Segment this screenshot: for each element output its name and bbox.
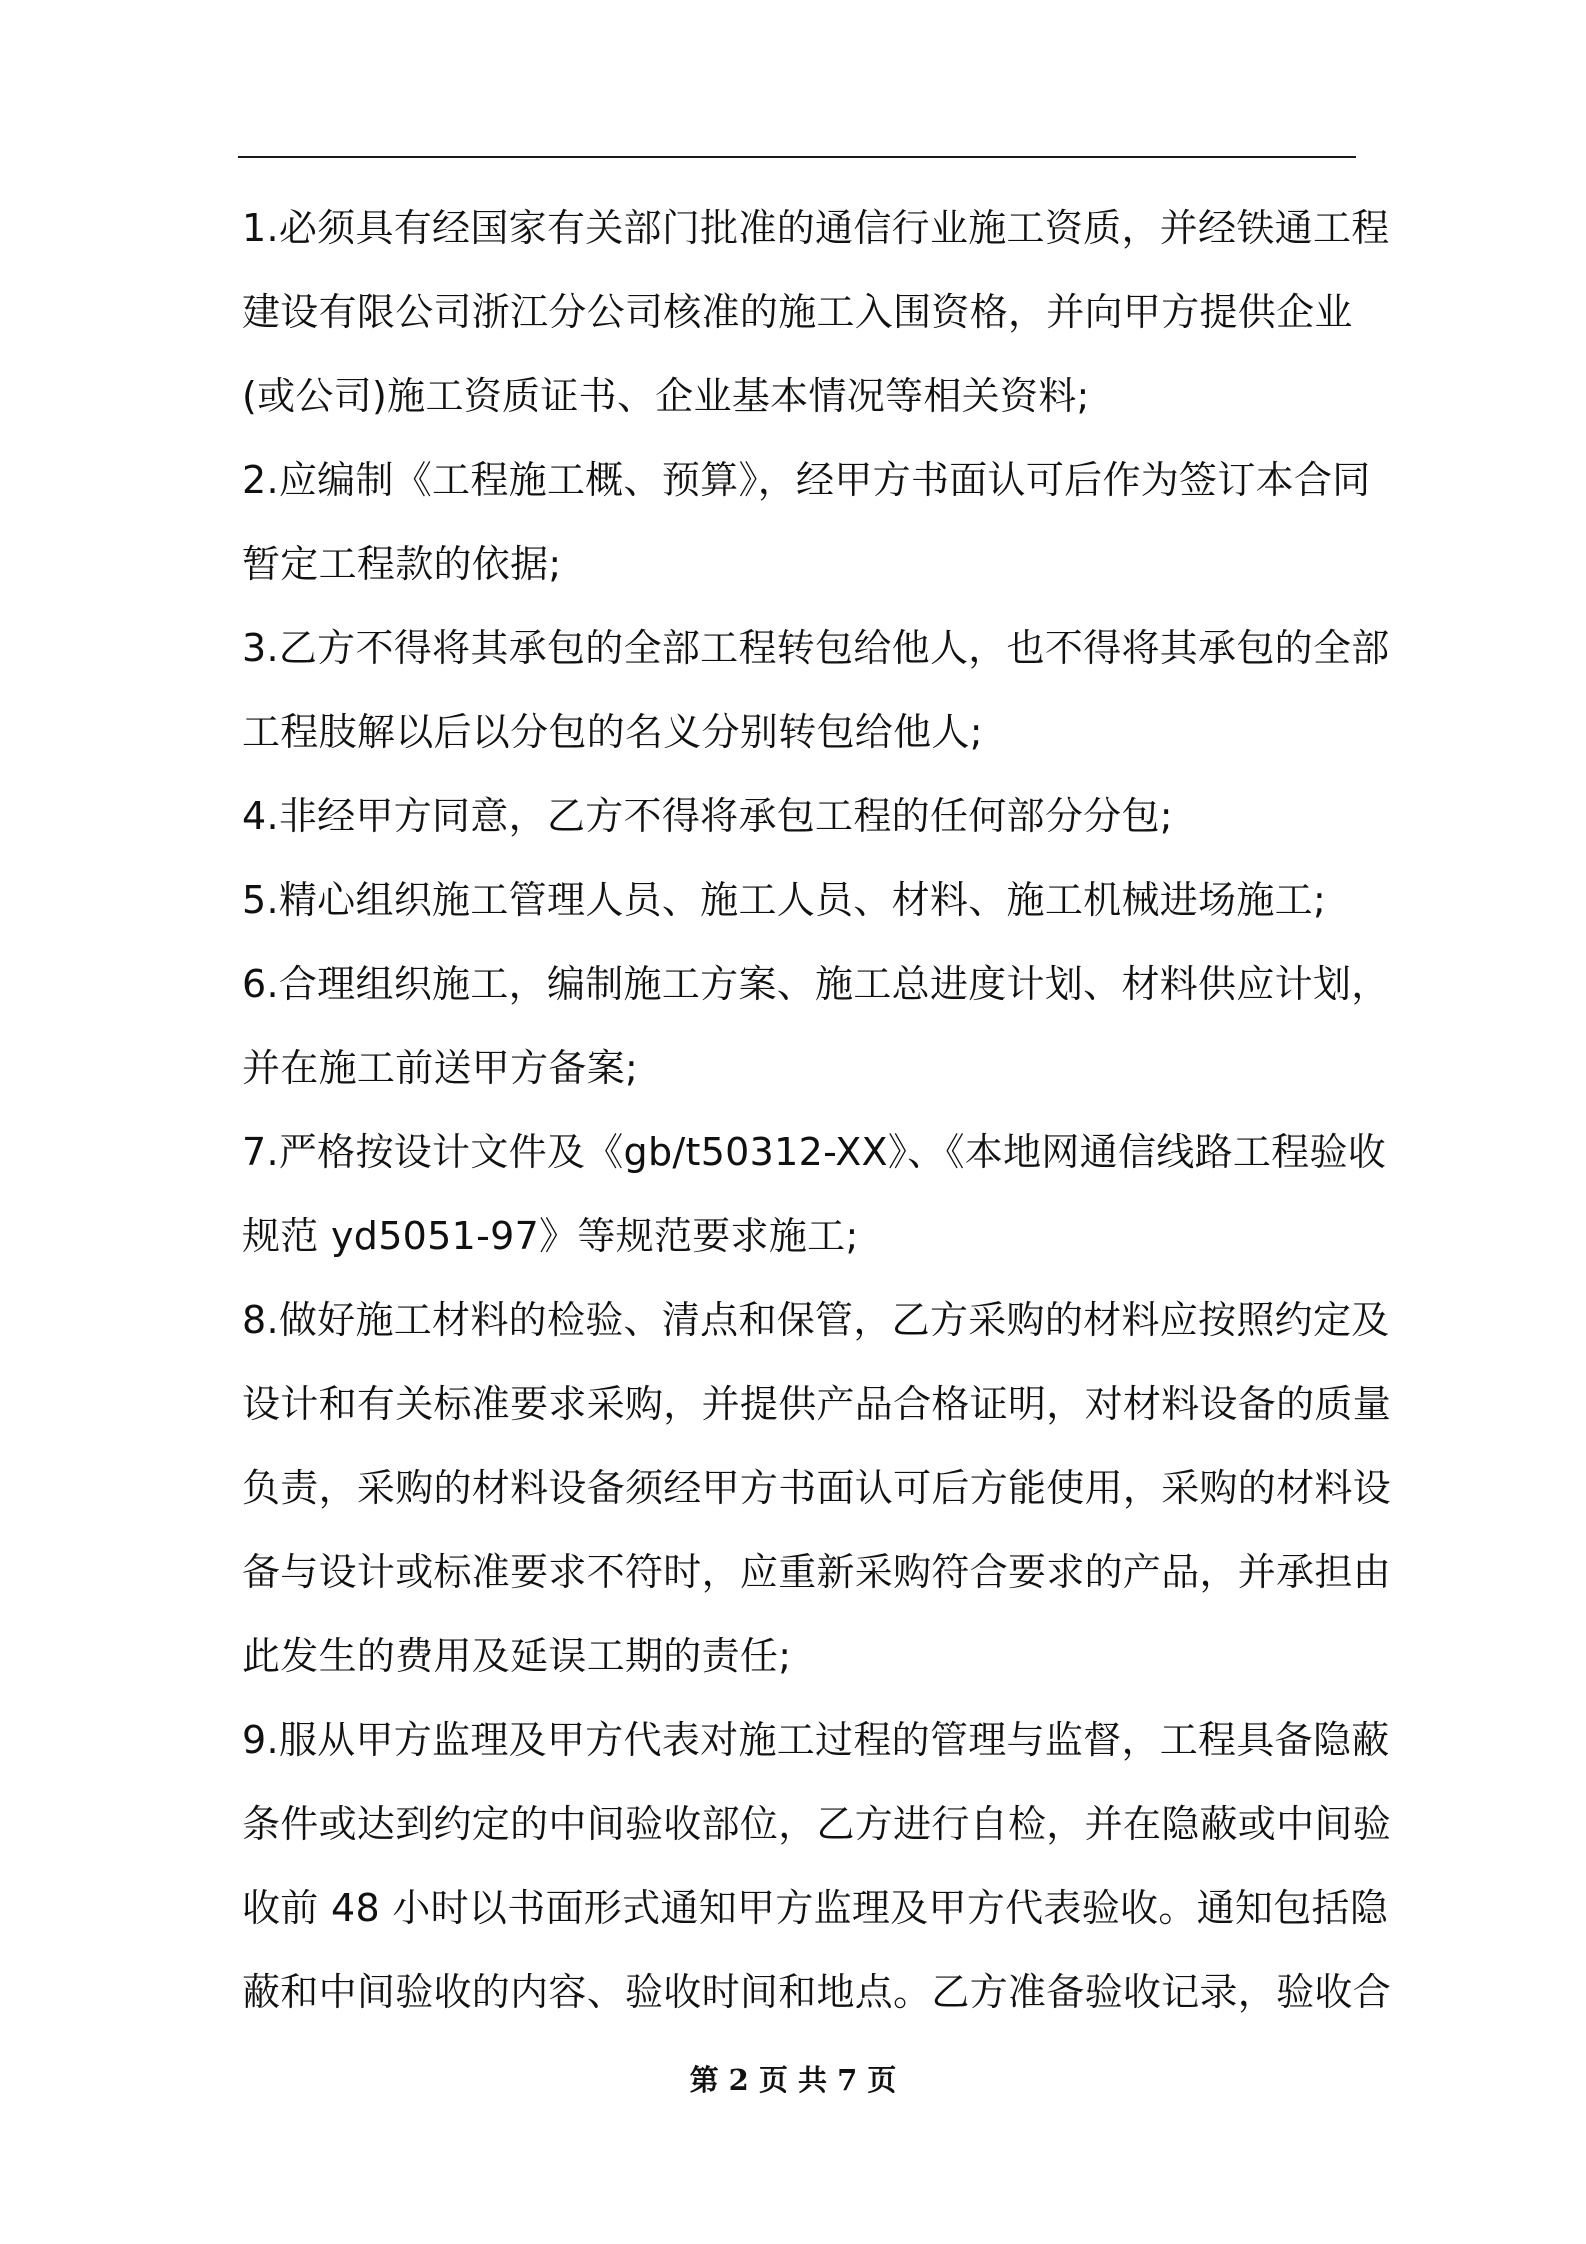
text-line: 规范 yd5051-97》等规范要求施工; <box>242 1214 859 1258</box>
text-line: 此发生的费用及延误工期的责任; <box>242 1634 792 1678</box>
text-line: 6.合理组织施工，编制施工方案、施工总进度计划、材料供应计划， <box>242 962 1390 1006</box>
text-line: 设计和有关标准要求采购，并提供产品合格证明，对材料设备的质量 <box>242 1382 1392 1426</box>
text-line: 建设有限公司浙江分公司核准的施工入围资格，并向甲方提供企业 <box>242 290 1353 334</box>
text-line: 4.非经甲方同意，乙方不得将承包工程的任何部分分包; <box>242 794 1173 838</box>
header-rule <box>238 156 1356 158</box>
text-line: 条件或达到约定的中间验收部位，乙方进行自检，并在隐蔽或中间验 <box>242 1802 1392 1846</box>
document-body <box>242 186 1392 2034</box>
text-line: 收前 48 小时以书面形式通知甲方监理及甲方代表验收。通知包括隐 <box>242 1886 1389 1930</box>
text-line: 5.精心组织施工管理人员、施工人员、材料、施工机械进场施工; <box>242 878 1327 922</box>
text-line: 2.应编制《工程施工概、预算》，经甲方书面认可后作为签订本合同 <box>242 458 1371 502</box>
text-line: 蔽和中间验收的内容、验收时间和地点。乙方准备验收记录，验收合 <box>242 1970 1392 2014</box>
text-line: 1.必须具有经国家有关部门批准的通信行业施工资质，并经铁通工程 <box>242 206 1390 250</box>
text-line: 负责，采购的材料设备须经甲方书面认可后方能使用，采购的材料设 <box>242 1466 1392 1510</box>
text-line: 暂定工程款的依据; <box>242 542 562 586</box>
text-line: 7.严格按设计文件及《gb/t50312-XX》、《本地网通信线路工程验收 <box>242 1130 1387 1174</box>
text-line: 备与设计或标准要求不符时，应重新采购符合要求的产品，并承担由 <box>242 1550 1392 1594</box>
text-line: 8.做好施工材料的检验、清点和保管，乙方采购的材料应按照约定及 <box>242 1298 1390 1342</box>
text-line: 工程肢解以后以分包的名义分别转包给他人; <box>242 710 983 754</box>
text-line: 9.服从甲方监理及甲方代表对施工过程的管理与监督，工程具备隐蔽 <box>242 1718 1390 1762</box>
page-number: 第 2 页 共 7 页 <box>689 2063 897 2097</box>
text-line: 并在施工前送甲方备案; <box>242 1046 639 1090</box>
text-line: 3.乙方不得将其承包的全部工程转包给他人，也不得将其承包的全部 <box>242 626 1390 670</box>
text-line: (或公司)施工资质证书、企业基本情况等相关资料; <box>242 374 1090 418</box>
